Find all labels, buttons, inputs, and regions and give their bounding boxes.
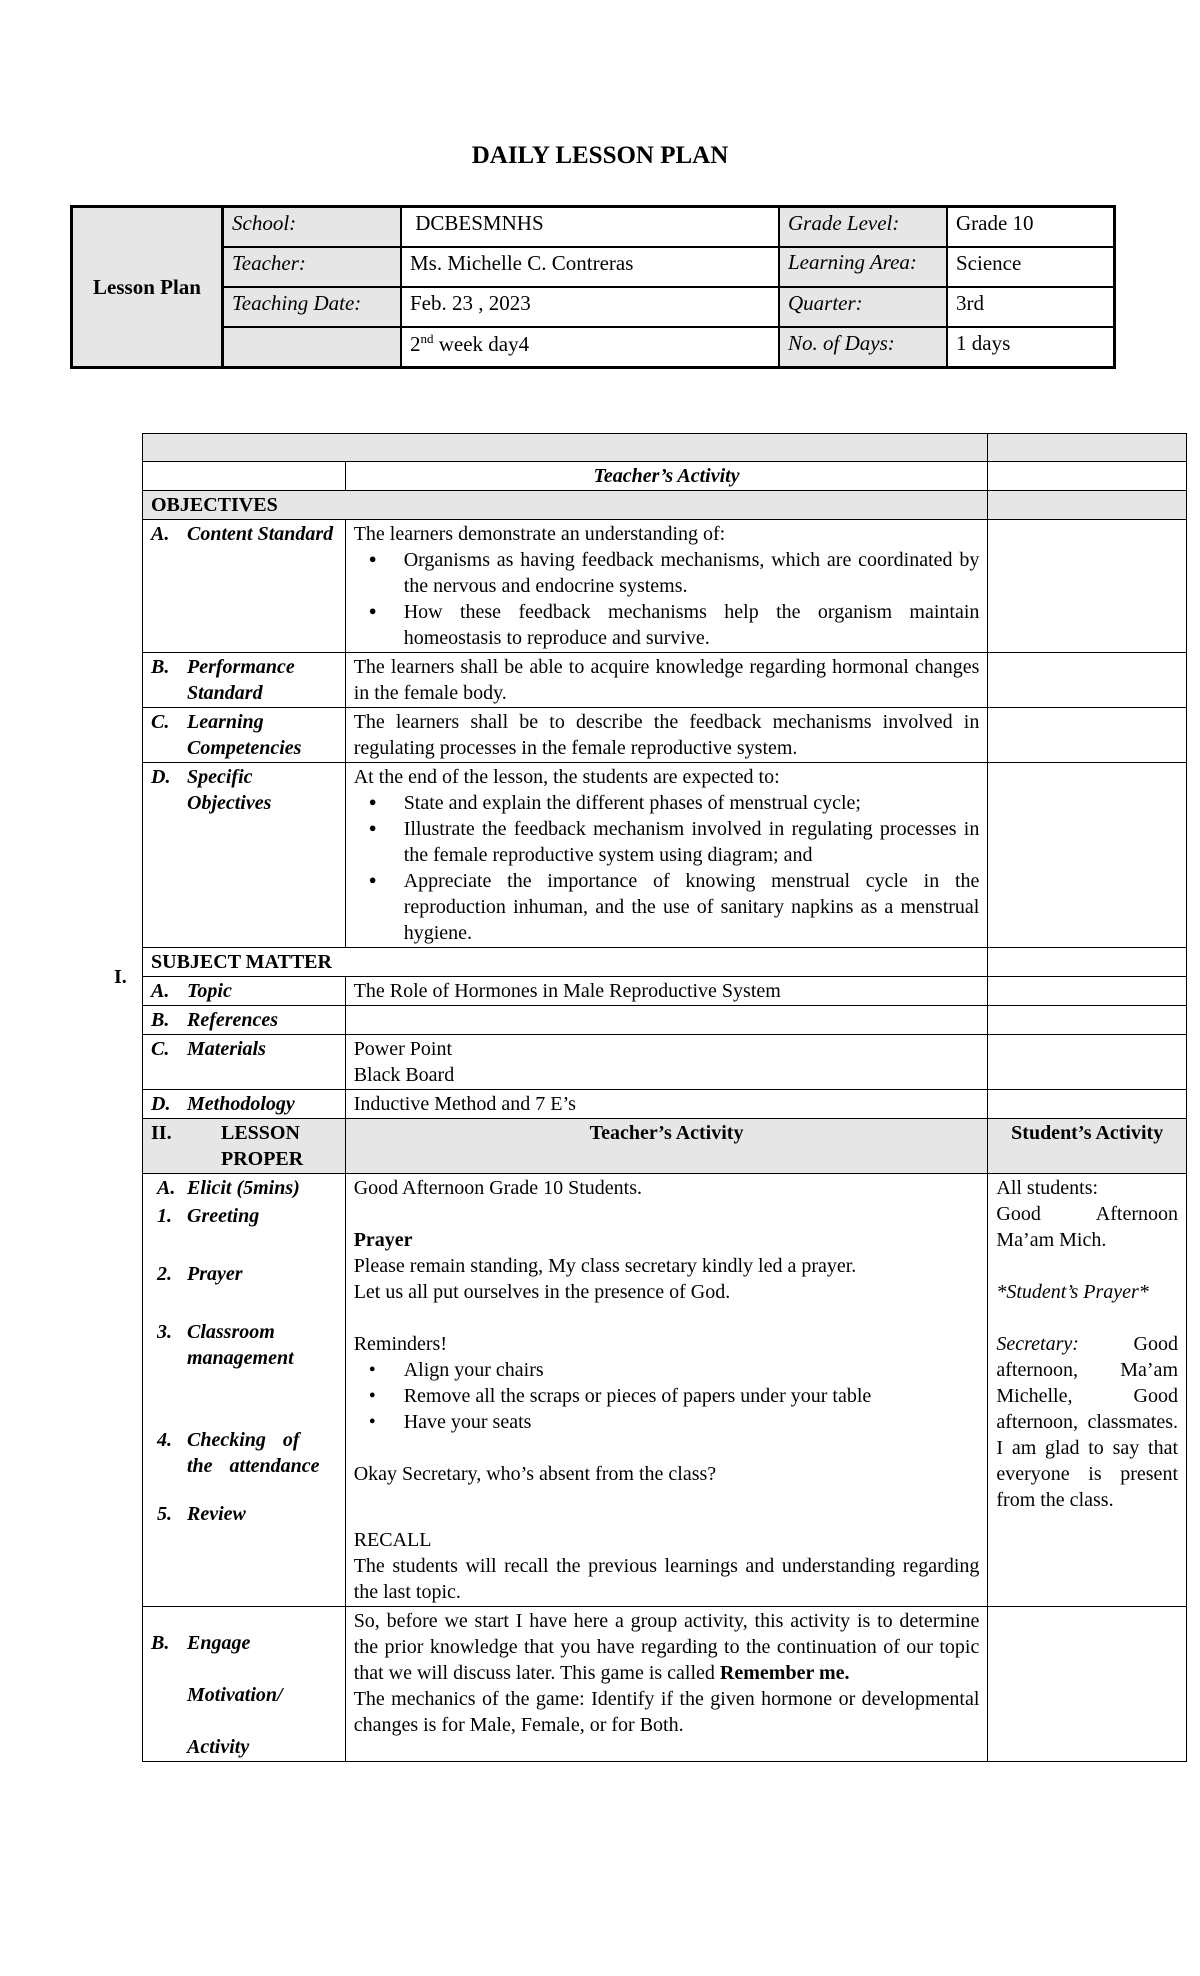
methodology-text: Inductive Method and 7 E’s xyxy=(345,1090,988,1119)
materials-text: Power Point Black Board xyxy=(345,1035,988,1090)
learning-competencies-label: C. Learning Competencies xyxy=(143,708,346,763)
engage-teacher-activity: So, before we start I have here a group activity, this activity is to determine the prior knowledge that you have regarding to the continuation of our topic that we will discuss later. This game is called Remember me. The mechanics of the game: Identify if the given hormone or developmental changes is for Male, Female, or for Both. xyxy=(345,1607,988,1762)
learning-competencies-text: The learners shall be to describe the feedback mechanisms involved in regulating processes in the female reproductive system. xyxy=(345,708,988,763)
list-item: • Have your seats xyxy=(404,1409,980,1435)
student-activity-column-heading: Student’s Activity xyxy=(988,1119,1187,1174)
topic-label: A. Topic xyxy=(143,977,346,1006)
teacher-value: Ms. Michelle C. Contreras xyxy=(401,247,779,287)
quarter-value: 3rd xyxy=(947,287,1115,327)
lesson-plan-label: Lesson Plan xyxy=(72,207,223,368)
teacher-activity-heading: Teacher’s Activity xyxy=(345,462,988,491)
list-item: • Align your chairs xyxy=(404,1357,980,1383)
school-label: School: xyxy=(223,207,402,248)
teacher-label: Teacher: xyxy=(223,247,402,287)
performance-standard-text: The learners shall be able to acquire knowledge regarding hormonal changes in the female body. xyxy=(345,653,988,708)
list-item: ● State and explain the different phases of menstrual cycle; xyxy=(404,790,980,816)
area-value: Science xyxy=(947,247,1115,287)
list-item: • Remove all the scraps or pieces of papers under your table xyxy=(404,1383,980,1409)
teacher-activity-column-heading: Teacher’s Activity xyxy=(345,1119,988,1174)
week-value: 2nd week day4 xyxy=(401,327,779,368)
lesson-info-table xyxy=(70,205,1116,369)
grade-label: Grade Level: xyxy=(779,207,947,248)
elicit-label: A. Elicit (5mins) 1. Greeting 2. Prayer 3. Classroom management 4. Checking of the attendance 5. Review xyxy=(143,1174,346,1607)
grade-value: Grade 10 xyxy=(947,207,1115,248)
content-standard-label: A. Content Standard xyxy=(143,520,346,653)
list-item: ● Appreciate the importance of knowing menstrual cycle in the reproduction inhuman, and the use of sanitary napkins as a menstrual hygiene. xyxy=(404,868,980,946)
specific-objectives-label: D. Specific Objectives xyxy=(143,763,346,948)
materials-label: C. Materials xyxy=(143,1035,346,1090)
elicit-teacher-activity: Good Afternoon Grade 10 Students. Prayer Please remain standing, My class secretary kindly led a prayer. Let us all put ourselves in the presence of God. Reminders! • Align your chairs • Remove all the scraps or pieces of papers under your table • Have your seats Okay Secretary, who’s absent from the class? RECALL The students will recall the previous learnings and understanding regarding the last topic. xyxy=(345,1174,988,1607)
list-item: ● How these feedback mechanisms help the organism maintain homeostasis to reproduce and survive. xyxy=(404,599,980,651)
lesson-table xyxy=(142,433,1187,1762)
area-label: Learning Area: xyxy=(779,247,947,287)
specific-objectives-text: At the end of the lesson, the students are expected to: ● State and explain the different phases of menstrual cycle; ● Illustrate the feedback mechanism involved in regulating processes in the female reproductive system using diagram; and ● Appreciate the importance of knowing menstrual cycle in the reproduction inhuman, and the use of sanitary napkins as a menstrual hygiene. xyxy=(345,763,988,948)
performance-standard-label: B. Performance Standard xyxy=(143,653,346,708)
objectives-heading: OBJECTIVES xyxy=(143,491,988,520)
date-value: Feb. 23 , 2023 xyxy=(401,287,779,327)
date-label: Teaching Date: xyxy=(223,287,402,327)
content-standard-text: The learners demonstrate an understanding of: ● Organisms as having feedback mechanisms, which are coordinated by the nervous and endocrine systems. ● How these feedback mechanisms help the organism maintain homeostasis to reproduce and survive. xyxy=(345,520,988,653)
page-title: DAILY LESSON PLAN xyxy=(471,142,729,169)
methodology-label: D. Methodology xyxy=(143,1090,346,1119)
days-label: No. of Days: xyxy=(779,327,947,368)
roman-numeral-one: I. xyxy=(114,966,127,988)
subject-matter-heading: SUBJECT MATTER xyxy=(143,948,988,977)
list-item: ● Illustrate the feedback mechanism involved in regulating processes in the female reproductive system using diagram; and xyxy=(404,816,980,868)
quarter-label: Quarter: xyxy=(779,287,947,327)
lesson-proper-heading: II. LESSON PROPER xyxy=(143,1119,346,1174)
list-item: ● Organisms as having feedback mechanisms, which are coordinated by the nervous and endocrine systems. xyxy=(404,547,980,599)
topic-text: The Role of Hormones in Male Reproductive System xyxy=(345,977,988,1006)
days-value: 1 days xyxy=(947,327,1115,368)
references-label: B. References xyxy=(143,1006,346,1035)
engage-label: B. Engage Motivation/ Activity xyxy=(143,1607,346,1762)
elicit-student-activity: All students: Good Afternoon Ma’am Mich. *Student’s Prayer* Secretary: Good afternoon, Ma’am Michelle, Good afternoon, classmates. I am glad to say that everyone is present from the class. xyxy=(988,1174,1187,1607)
school-value: DCBESMNHS xyxy=(401,207,779,248)
